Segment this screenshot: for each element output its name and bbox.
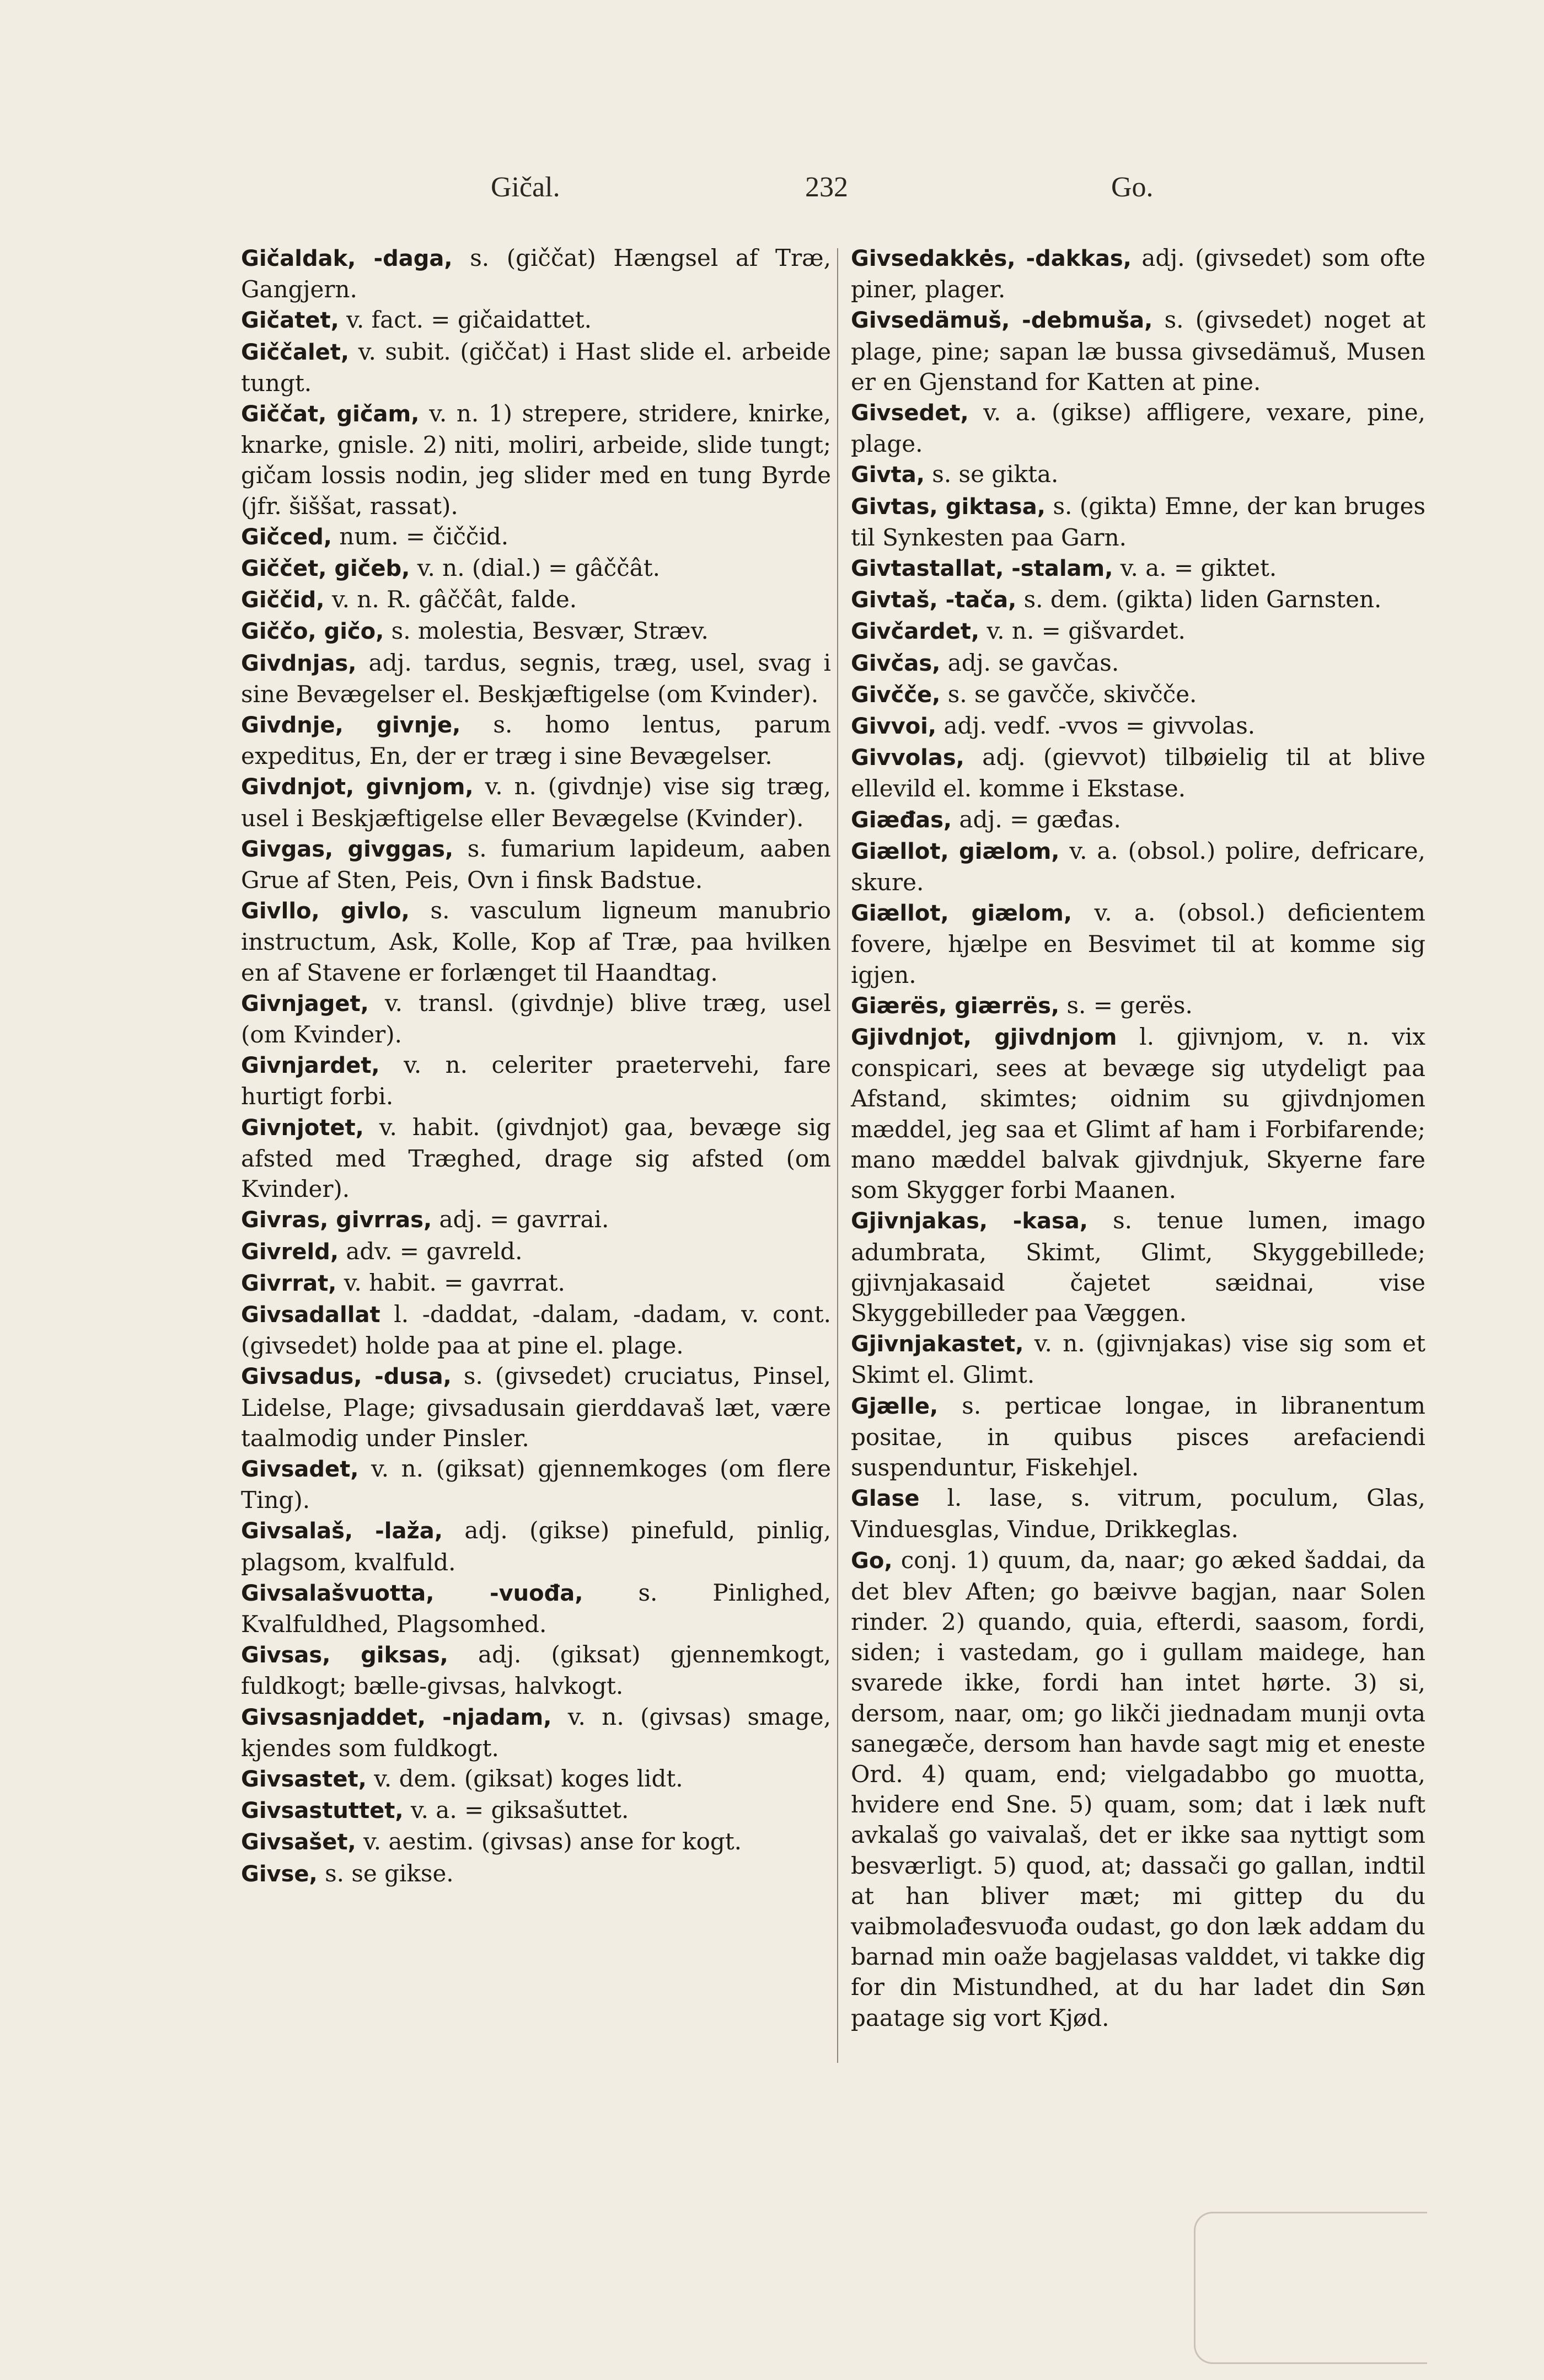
entry-definition: adj. (givsedet) som ofte piner, plager.: [851, 244, 1425, 303]
entry-headword: Giččid,: [241, 587, 325, 613]
dictionary-entry: [851, 679, 1425, 710]
entry-headword: Givsašet,: [241, 1830, 356, 1855]
entry-definition: adj. se gavčas.: [940, 649, 1119, 676]
entry-headword: Givnjardet,: [241, 1053, 380, 1079]
dictionary-entry: [241, 1515, 831, 1577]
dictionary-entry: [241, 1795, 831, 1826]
entry-definition: s. (giččat) Hængsel af Træ, Gangjern.: [241, 244, 831, 303]
entry-headword: Giččat, gičam,: [241, 402, 420, 427]
entry-definition: v. subit. (giččat) i Hast slide el. arbeide tungt.: [241, 338, 831, 397]
entry-definition: num. = čiččid.: [331, 522, 509, 550]
dictionary-entry: [241, 1267, 831, 1299]
entry-definition: v. habit. = gavrrat.: [336, 1269, 565, 1296]
entry-headword: Givsadet,: [241, 1456, 359, 1482]
entry-headword: Givras, givrras,: [241, 1207, 432, 1233]
dictionary-entry: [851, 397, 1425, 459]
entry-headword: Gičced,: [241, 524, 332, 550]
dictionary-entry: [851, 243, 1425, 304]
dictionary-entry: [241, 616, 831, 647]
dictionary-entry: [851, 897, 1425, 990]
dictionary-entry: [851, 459, 1425, 490]
entry-headword: Givtaš, -tača,: [851, 587, 1017, 613]
dictionary-entry: [241, 648, 831, 709]
header-right-guideword: Go.: [1111, 172, 1154, 203]
dictionary-entry: [851, 836, 1425, 897]
dictionary-entry: [241, 1763, 831, 1795]
entry-definition: adj. tardus, segnis, træg, usel, svag i sine Bevægelser el. Beskjæftigelse (om Kvinder).: [241, 649, 831, 708]
dictionary-entry: [241, 1858, 831, 1890]
entry-definition: s. perticae longae, in libranentum positae, in quibus pisces arefaciendi suspenduntur, Fiskehjel.: [851, 1392, 1425, 1481]
entry-headword: Givsastuttet,: [241, 1798, 404, 1824]
entry-headword: Givtastallat, -stalam,: [851, 556, 1113, 582]
entry-headword: Givčas,: [851, 650, 941, 676]
dictionary-entry: [241, 336, 831, 398]
entry-definition: conj. 1) quum, da, naar; go æked šaddai, da det blev Aften; go bæivve bagjan, naar Solen rinder. 2) quando, quia, efterdi, saasom, fordi, siden; i vastedam, go i gullam maidege, han svarede ikke, fordi han intet hørte. 3) si, dersom, naar, om; go likči jiednadam munji ovta sanegæče, dersom han havde sagt mig et eneste Ord. 4) quam, end; vielgadabbo go muotta, hvidere end Sne. 5) quam, som; dat i læk nuft avkalaš go vaivalaš, det er ikke saa nyttigt som besværligt. 5) quod, at; dassači go gallan, indtil at han bliver mæt; mi gittep du du vaibmolađesvuođa oudast, go don læk addam du barnad min oaže bagjelasas valddet, vi takke dig for din Mistundhed, at du har ladet din Søn paatage sig vort Kjød.: [851, 1546, 1425, 2031]
entry-headword: Giččalet,: [241, 339, 350, 365]
running-header: [243, 171, 1169, 210]
dictionary-entry: [241, 1702, 831, 1763]
entry-definition: s. homo lentus, parum expeditus, En, der er træg i sine Bevægelser.: [241, 711, 831, 770]
page-number: 232: [805, 172, 848, 203]
entry-definition: adj. (gikse) pinefuld, pinlig, plagsom, kvalfuld.: [241, 1517, 831, 1576]
entry-definition: s. fumarium lapideum, aaben Grue af Sten, Peis, Ovn i finsk Badstue.: [241, 835, 831, 894]
dictionary-entry: [851, 584, 1425, 616]
dictionary-entry: [241, 243, 831, 304]
entry-headword: Givsastet,: [241, 1766, 367, 1792]
entry-headword: Givnjotet,: [241, 1115, 364, 1141]
entry-headword: Givdnjot, givnjom,: [241, 774, 474, 800]
entry-definition: v. a. (obsol.) deficientem fovere, hjælpe en Besvimet til at komme sig igjen.: [851, 899, 1425, 988]
dictionary-entry: [851, 491, 1425, 553]
entry-headword: Givčardet,: [851, 619, 980, 645]
entry-headword: Givdnje, givnje,: [241, 713, 461, 739]
entry-headword: Giččo, gičo,: [241, 619, 384, 645]
entry-definition: v. a. = giksašuttet.: [403, 1796, 629, 1824]
dictionary-entry: [241, 1050, 831, 1111]
entry-headword: Givvoi,: [851, 714, 937, 740]
dictionary-entry: [851, 1205, 1425, 1328]
dictionary-entry: [241, 1361, 831, 1453]
entry-definition: v. dem. (giksat) koges lidt.: [366, 1764, 683, 1792]
entry-definition: adj. vedf. -vvos = givvolas.: [936, 712, 1256, 740]
entry-definition: v. n. 1) strepere, stridere, knirke, knarke, gnisle. 2) niti, moliri, arbeide, slide tungt; gičam lossis nodin, jeg slider med en tung Byrde (jfr. šiššat, rassat).: [241, 400, 831, 520]
dictionary-entry: [241, 1236, 831, 1267]
entry-definition: l. gjivnjom, v. n. vix conspicari, sees at bevæge sig utydeligt paa Afstand, skimtes; oidnim su gjivdnjomen mæddel, jeg saa et Glimt af ham i Forbifarende; mano mæddel balvak gjivdnjuk, Skyerne fare som Skygger forbi Maanen.: [851, 1023, 1425, 1204]
entry-definition: s. molestia, Besvær, Stræv.: [384, 617, 709, 645]
entry-definition: v. n. R. gâččât, falde.: [324, 586, 577, 613]
library-stamp-outline: [1194, 2212, 1427, 2364]
entry-headword: Givvolas,: [851, 745, 964, 771]
entry-headword: Glase: [851, 1486, 920, 1512]
entry-definition: v. a. (obsol.) polire, defricare, skure.: [851, 837, 1425, 896]
entry-headword: Gjivnjakas, -kasa,: [851, 1208, 1088, 1234]
dictionary-entry: [241, 398, 831, 521]
entry-definition: s. (gikta) Emne, der kan bruges til Synkesten paa Garn.: [851, 492, 1426, 551]
entry-definition: v. n. celeriter praetervehi, fare hurtigt forbi.: [241, 1051, 831, 1110]
right-column: [851, 243, 1425, 2033]
entry-headword: Givsadallat: [241, 1302, 380, 1328]
entry-definition: v. habit. (givdnjot) gaa, bevæge sig afsted med Træghed, drage sig afsted (om Kvinder).: [241, 1113, 831, 1203]
column-divider: [837, 248, 838, 2063]
dictionary-entry: [851, 616, 1425, 647]
entry-definition: s. = gerës.: [1059, 991, 1193, 1019]
entry-headword: Givdnjas,: [241, 650, 357, 676]
dictionary-entry: [241, 895, 831, 988]
dictionary-entry: [241, 1453, 831, 1515]
dictionary-entry: [851, 1483, 1425, 1544]
entry-definition: adj. = gæđas.: [952, 805, 1121, 833]
entry-headword: Givnjaget,: [241, 991, 369, 1017]
dictionary-entry: [851, 804, 1425, 836]
dictionary-entry: [241, 304, 831, 336]
dictionary-entry: [241, 584, 831, 616]
entry-definition: v. a. = giktet.: [1113, 554, 1277, 582]
dictionary-entry: [241, 771, 831, 833]
entry-definition: v. n. (giksat) gjennemkoges (om flere Ting).: [241, 1454, 831, 1514]
entry-headword: Giæđas,: [851, 807, 952, 833]
dictionary-entry: [851, 990, 1425, 1021]
entry-definition: s. (givsedet) cruciatus, Pinsel, Lidelse, Plage; givsadusain gierddavaš læt, være taalmodig under Pinsler.: [241, 1362, 831, 1452]
entry-definition: v. aestim. (givsas) anse for kogt.: [356, 1828, 742, 1855]
entry-definition: s. tenue lumen, imago adumbrata, Skimt, Glimt, Skyggebillede; gjivnjakasaid čajetet sæidnai, vise Skyggebilleder paa Væggen.: [851, 1207, 1426, 1327]
entry-definition: v. transl. (givdnje) blive træg, usel (om Kvinder).: [241, 989, 831, 1049]
dictionary-entry: [241, 709, 831, 771]
entry-headword: Givrrat,: [241, 1270, 337, 1296]
entry-definition: v. fact. = gičaidattet.: [339, 306, 592, 334]
entry-headword: Givsalaš, -laža,: [241, 1518, 443, 1544]
entry-definition: adj. = gavrrai.: [432, 1206, 609, 1233]
left-column: [241, 243, 831, 1890]
entry-definition: s. vasculum ligneum manubrio instructum, Ask, Kolle, Kop af Træ, paa hvilken en af Stavene er forlænget til Haandtag.: [241, 897, 831, 986]
entry-headword: Gjælle,: [851, 1393, 939, 1419]
entry-headword: Giččet, gičeb,: [241, 556, 410, 582]
dictionary-entry: [241, 833, 831, 895]
dictionary-entry: [241, 1826, 831, 1858]
entry-headword: Giærës, giærrës,: [851, 993, 1060, 1019]
entry-definition: s. se gavčče, skivčče.: [940, 680, 1197, 708]
dictionary-entry: [241, 1639, 831, 1701]
dictionary-entry: [851, 710, 1425, 742]
dictionary-entry: [241, 521, 831, 553]
entry-definition: v. n. (givdnje) vise sig træg, usel i Beskjæftigelse eller Bevægelse (Kvinder).: [241, 773, 832, 832]
dictionary-entry: [851, 1021, 1425, 1205]
entry-headword: Givreld,: [241, 1239, 339, 1265]
entry-headword: Gjivdnjot, gjivdnjom: [851, 1025, 1117, 1051]
entry-definition: s. se gikta.: [924, 461, 1059, 488]
dictionary-entry: [851, 742, 1425, 804]
entry-headword: Givgas, givggas,: [241, 836, 454, 862]
entry-definition: adj. (gievvot) tilbøielig til at blive ellevild el. komme i Ekstase.: [851, 744, 1425, 803]
dictionary-entry: [241, 1204, 831, 1236]
entry-definition: s. (givsedet) noget at plage, pine; sapan læ bussa givsedämuš, Musen er en Gjenstand for Katten at pine.: [851, 306, 1425, 395]
entry-headword: Gjivnjakastet,: [851, 1331, 1024, 1357]
entry-definition: l. lase, s. vitrum, poculum, Glas, Vinduesglas, Vindue, Drikkeglas.: [851, 1484, 1425, 1543]
entry-headword: Givsadus, -dusa,: [241, 1364, 452, 1390]
entry-headword: Givčče,: [851, 682, 941, 708]
entry-headword: Gičatet,: [241, 308, 339, 334]
entry-definition: adv. = gavreld.: [339, 1237, 523, 1265]
entry-headword: Givsedet,: [851, 400, 969, 426]
entry-headword: Givsedämuš, -debmuša,: [851, 308, 1153, 334]
dictionary-entry: [241, 988, 831, 1050]
entry-headword: Givta,: [851, 462, 925, 488]
entry-definition: s. Pinlighed, Kvalfuldhed, Plagsomhed.: [241, 1579, 831, 1638]
entry-headword: Givsedakkės, -dakkas,: [851, 246, 1132, 271]
entry-headword: Givtas, giktasa,: [851, 494, 1046, 520]
entry-headword: Go,: [851, 1548, 893, 1574]
entry-headword: Givllo, givlo,: [241, 898, 410, 924]
entry-headword: Giællot, giælom,: [851, 901, 1073, 927]
dictionary-entry: [241, 1299, 831, 1361]
dictionary-entry: [851, 1545, 1425, 2033]
entry-definition: adj. (giksat) gjennemkogt, fuldkogt; bælle-givsas, halvkogt.: [241, 1641, 831, 1700]
dictionary-entry: [241, 553, 831, 584]
dictionary-entry: [851, 304, 1425, 397]
entry-definition: v. n. (gjivnjakas) vise sig som et Skimt el. Glimt.: [851, 1330, 1425, 1389]
entry-definition: v. a. (gikse) affligere, vexare, pine, plage.: [851, 399, 1425, 458]
dictionary-entry: [851, 553, 1425, 584]
entry-headword: Givse,: [241, 1861, 318, 1887]
entry-headword: Givsalašvuotta, -vuođa,: [241, 1580, 583, 1606]
dictionary-entry: [241, 1577, 831, 1639]
dictionary-entry: [241, 1112, 831, 1205]
dictionary-entry: [851, 1390, 1425, 1483]
entry-definition: s. se gikse.: [317, 1859, 454, 1887]
entry-definition: v. n. (dial.) = gâččât.: [410, 554, 660, 582]
entry-headword: Givsasnjaddet, -njadam,: [241, 1704, 552, 1730]
entry-headword: Givsas, giksas,: [241, 1643, 448, 1668]
entry-definition: v. n. = gišvardet.: [979, 617, 1186, 645]
dictionary-entry: [851, 648, 1425, 679]
entry-headword: Giællot, giælom,: [851, 838, 1060, 864]
entry-definition: s. dem. (gikta) liden Garnsten.: [1016, 586, 1382, 613]
dictionary-entry: [851, 1328, 1425, 1390]
entry-definition: l. -daddat, -dalam, -dadam, v. cont. (givsedet) holde paa at pine el. plage.: [241, 1300, 831, 1360]
header-left-guideword: Gičal.: [491, 172, 560, 203]
entry-definition: v. n. (givsas) smage, kjendes som fuldkogt.: [241, 1703, 832, 1762]
entry-headword: Gičaldak, -daga,: [241, 246, 453, 271]
